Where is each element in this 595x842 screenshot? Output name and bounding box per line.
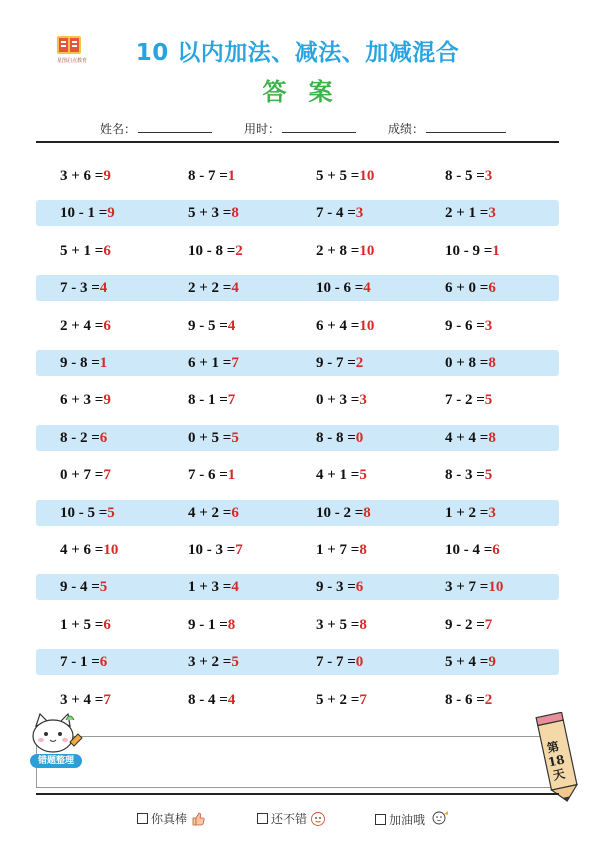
problem-item	[445, 574, 503, 600]
problem-question: 9 - 2 =	[445, 616, 485, 633]
problem-answer: 7	[359, 691, 367, 708]
problem-answer: 9	[103, 168, 111, 184]
problem-answer: 5	[359, 467, 367, 484]
problem-item	[188, 649, 239, 675]
problem-answer: 3	[488, 504, 496, 521]
logo-text: 星图启点教育	[56, 58, 87, 64]
page-title: 10 以内加法、减法、加减混合	[135, 40, 460, 66]
problem-item	[316, 462, 367, 488]
problem-answer: 4	[227, 691, 236, 708]
problem-row	[36, 200, 559, 226]
problem-question: 4 + 2 =	[188, 504, 232, 521]
problem-item	[316, 200, 363, 226]
problem-row	[36, 387, 559, 413]
problem-answer: 6	[103, 242, 111, 259]
problem-item	[316, 313, 374, 339]
problem-item	[188, 313, 235, 339]
problem-item	[188, 350, 239, 376]
problem-row	[36, 612, 559, 638]
problem-row	[36, 425, 559, 451]
problem-answer: 8	[231, 205, 239, 222]
problem-question: 7 - 1 =	[60, 654, 100, 671]
name-blank[interactable]	[138, 121, 212, 133]
problem-answer: 3	[484, 317, 493, 334]
problem-answer: 10	[359, 242, 375, 259]
problem-item	[316, 687, 367, 713]
problem-item	[60, 574, 107, 600]
problem-question: 10 - 8 =	[188, 242, 236, 259]
problem-answer: 7	[103, 467, 111, 484]
problem-answer: 5	[231, 429, 239, 446]
problem-answer: 9	[103, 392, 111, 409]
problem-answer: 5	[107, 504, 115, 521]
problem-row	[36, 687, 559, 713]
problem-question: 0 + 5 =	[188, 429, 232, 446]
problem-item	[60, 238, 111, 264]
problem-answer: 3	[359, 392, 367, 409]
problem-question: 10 - 9 =	[445, 242, 493, 259]
problem-item	[445, 500, 496, 526]
problem-answer: 7	[484, 616, 493, 633]
problem-question: 10 - 4 =	[445, 542, 493, 558]
score-field[interactable]	[388, 120, 506, 137]
problem-question: 5 + 3 =	[188, 205, 232, 222]
problem-item	[316, 612, 367, 638]
problem-row	[36, 649, 559, 675]
problem-question: 8 - 4 =	[188, 691, 228, 708]
problem-item	[188, 238, 243, 264]
problem-item	[188, 200, 239, 226]
rating-option-great[interactable]	[137, 810, 206, 827]
problem-item	[445, 649, 496, 675]
problem-answer: 6	[488, 280, 496, 297]
problem-answer: 1	[99, 355, 108, 371]
smiley-face-icon	[310, 811, 326, 827]
problem-answer: 4	[227, 317, 236, 334]
name-label: 姓名：	[100, 122, 137, 136]
problem-answer: 10	[103, 542, 119, 558]
problem-item	[188, 612, 235, 638]
problem-item	[60, 163, 111, 189]
problem-answer: 1	[227, 467, 236, 484]
problem-question: 1 + 5 =	[60, 616, 104, 633]
problem-answer: 9	[107, 205, 115, 222]
problem-item	[445, 350, 496, 376]
score-blank[interactable]	[426, 121, 506, 133]
problem-answer: 7	[103, 691, 111, 708]
time-blank[interactable]	[282, 121, 356, 133]
problem-item	[445, 163, 492, 189]
problem-item	[188, 387, 235, 413]
thumbs-up-icon	[190, 811, 206, 827]
time-label: 用时：	[244, 122, 281, 136]
problem-answer: 10	[359, 168, 375, 184]
problem-question: 3 + 2 =	[188, 654, 232, 671]
checkbox-keep-going[interactable]	[375, 814, 386, 825]
problem-question: 5 + 1 =	[60, 242, 104, 259]
problem-answer: 7	[235, 542, 243, 558]
problem-question: 9 - 3 =	[316, 579, 356, 596]
problem-question: 9 - 6 =	[445, 317, 485, 334]
problem-answer: 8	[359, 542, 367, 558]
rating-option-good[interactable]	[257, 810, 326, 827]
time-field[interactable]	[244, 120, 356, 137]
problem-item	[60, 687, 111, 713]
checkbox-good[interactable]	[257, 813, 268, 824]
problem-answer: 6	[231, 504, 239, 521]
problem-item	[60, 275, 107, 301]
problem-question: 5 + 4 =	[445, 654, 489, 671]
problem-question: 9 - 4 =	[60, 579, 100, 596]
problem-item	[188, 687, 235, 713]
problem-row	[36, 574, 559, 600]
problem-item	[316, 500, 371, 526]
problem-row	[36, 275, 559, 301]
problem-item	[445, 238, 500, 264]
problem-item	[188, 275, 239, 301]
problem-answer: 3	[484, 168, 493, 184]
problem-row	[36, 238, 559, 264]
problem-item	[316, 649, 363, 675]
problem-question: 1 + 2 =	[445, 504, 489, 521]
problem-question: 5 + 2 =	[316, 691, 360, 708]
problem-question: 2 + 8 =	[316, 242, 360, 259]
problem-item	[445, 313, 492, 339]
problem-question: 3 + 7 =	[445, 579, 489, 596]
problem-answer: 8	[227, 616, 236, 633]
problem-item	[60, 350, 107, 376]
problem-answer: 5	[231, 654, 239, 671]
problem-answer: 1	[227, 168, 236, 184]
problem-question: 0 + 8 =	[445, 355, 489, 371]
rating-option-keep-going[interactable]	[375, 810, 450, 828]
problem-question: 2 + 2 =	[188, 280, 232, 297]
problem-item	[316, 574, 363, 600]
option-good-label: 还不错	[271, 812, 308, 826]
mistakes-label: 错题整理	[30, 754, 82, 768]
problem-answer: 6	[355, 579, 364, 596]
problem-question: 10 - 5 =	[60, 504, 108, 521]
problem-question: 8 - 3 =	[445, 467, 485, 484]
problem-item	[316, 163, 374, 189]
problem-question: 6 + 1 =	[188, 355, 232, 371]
problem-row	[36, 537, 559, 563]
name-field[interactable]	[100, 120, 212, 137]
problem-item	[188, 574, 239, 600]
problem-question: 9 - 8 =	[60, 355, 100, 371]
problem-answer: 5	[484, 467, 493, 484]
problem-item	[445, 387, 492, 413]
problem-item	[60, 200, 115, 226]
problem-answer: 0	[355, 654, 364, 671]
problem-answer: 4	[363, 280, 371, 297]
problem-question: 10 - 3 =	[188, 542, 236, 558]
problem-question: 1 + 3 =	[188, 579, 232, 596]
problem-item	[60, 649, 107, 675]
problem-answer: 8	[359, 616, 367, 633]
problem-answer: 5	[484, 392, 493, 409]
problem-answer: 8	[488, 355, 496, 371]
problem-question: 3 + 4 =	[60, 691, 104, 708]
problem-item	[316, 537, 367, 563]
problem-item	[60, 537, 118, 563]
problem-question: 9 - 1 =	[188, 616, 228, 633]
page-subtitle: 答案	[262, 78, 355, 106]
problem-item	[60, 425, 107, 451]
mistakes-box[interactable]	[36, 736, 554, 788]
problem-question: 8 - 1 =	[188, 392, 228, 409]
problem-answer: 3	[355, 205, 364, 222]
problem-item	[445, 687, 492, 713]
problem-item	[445, 425, 496, 451]
problem-question: 8 - 7 =	[188, 168, 228, 184]
problem-answer: 5	[99, 579, 108, 596]
problem-answer: 10	[488, 579, 504, 596]
problem-question: 6 + 0 =	[445, 280, 489, 297]
problem-item	[60, 500, 115, 526]
problem-question: 1 + 7 =	[316, 542, 360, 558]
cheering-mascot-icon	[428, 810, 450, 828]
problem-answer: 2	[355, 355, 364, 371]
problem-answer: 8	[488, 429, 496, 446]
problem-item	[60, 612, 111, 638]
problem-item	[445, 462, 492, 488]
footer-divider	[36, 793, 559, 795]
problem-answer: 8	[363, 504, 371, 521]
problem-question: 7 - 3 =	[60, 280, 100, 297]
problem-answer: 10	[359, 317, 375, 334]
problem-question: 4 + 6 =	[60, 542, 104, 558]
problem-item	[188, 537, 243, 563]
problem-question: 8 - 8 =	[316, 429, 356, 446]
problem-question: 6 + 4 =	[316, 317, 360, 334]
problem-item	[316, 275, 371, 301]
problem-question: 7 - 4 =	[316, 205, 356, 222]
problem-question: 3 + 6 =	[60, 168, 104, 184]
problem-question: 4 + 1 =	[316, 467, 360, 484]
option-great-label: 你真棒	[151, 812, 188, 826]
problem-question: 8 - 5 =	[445, 168, 485, 184]
problem-row	[36, 350, 559, 376]
problem-item	[188, 462, 235, 488]
checkbox-great[interactable]	[137, 813, 148, 824]
problem-answer: 4	[231, 579, 239, 596]
problem-item	[445, 275, 496, 301]
problem-question: 10 - 6 =	[316, 280, 364, 297]
problem-item	[316, 238, 374, 264]
problem-question: 7 - 2 =	[445, 392, 485, 409]
problem-question: 3 + 5 =	[316, 616, 360, 633]
problem-answer: 0	[355, 429, 364, 446]
problem-row	[36, 500, 559, 526]
problem-answer: 6	[103, 317, 111, 334]
problem-question: 0 + 3 =	[316, 392, 360, 409]
problem-question: 8 - 2 =	[60, 429, 100, 446]
problem-item	[188, 500, 239, 526]
problem-answer: 4	[99, 280, 108, 297]
problem-answer: 7	[227, 392, 236, 409]
problem-question: 0 + 7 =	[60, 467, 104, 484]
option-keep-going-label: 加油哦	[389, 812, 426, 827]
problem-row	[36, 313, 559, 339]
problem-question: 5 + 5 =	[316, 168, 360, 184]
problem-answer: 1	[492, 242, 500, 259]
problem-row	[36, 462, 559, 488]
problem-answer: 6	[99, 429, 108, 446]
problem-item	[316, 387, 367, 413]
problem-answer: 6	[492, 542, 500, 558]
problem-item	[445, 612, 492, 638]
problem-answer: 6	[103, 616, 111, 633]
problem-answer: 3	[488, 205, 496, 222]
problem-answer: 9	[488, 654, 496, 671]
header-divider	[36, 141, 559, 143]
problem-question: 10 - 2 =	[316, 504, 364, 521]
problem-item	[445, 200, 496, 226]
problem-question: 7 - 6 =	[188, 467, 228, 484]
problem-item	[316, 425, 363, 451]
problem-answer: 2	[235, 242, 243, 259]
problem-row	[36, 163, 559, 189]
problem-answer: 4	[231, 280, 239, 297]
day-label: 第18天	[545, 739, 567, 783]
problem-item	[188, 163, 235, 189]
problem-item	[316, 350, 363, 376]
problem-answer: 7	[231, 355, 239, 371]
score-label: 成绩：	[388, 122, 425, 136]
problem-question: 2 + 4 =	[60, 317, 104, 334]
problem-answer: 6	[99, 654, 108, 671]
problem-question: 10 - 1 =	[60, 205, 108, 222]
problem-question: 7 - 7 =	[316, 654, 356, 671]
problem-question: 4 + 4 =	[445, 429, 489, 446]
problem-item	[188, 425, 239, 451]
problem-item	[445, 537, 500, 563]
problem-question: 9 - 5 =	[188, 317, 228, 334]
problem-question: 2 + 1 =	[445, 205, 489, 222]
problem-question: 9 - 7 =	[316, 355, 356, 371]
problem-question: 8 - 6 =	[445, 691, 485, 708]
problem-question: 6 + 3 =	[60, 392, 104, 409]
problem-answer: 2	[484, 691, 493, 708]
problem-item	[60, 313, 111, 339]
problem-item	[60, 462, 111, 488]
problem-item	[60, 387, 111, 413]
